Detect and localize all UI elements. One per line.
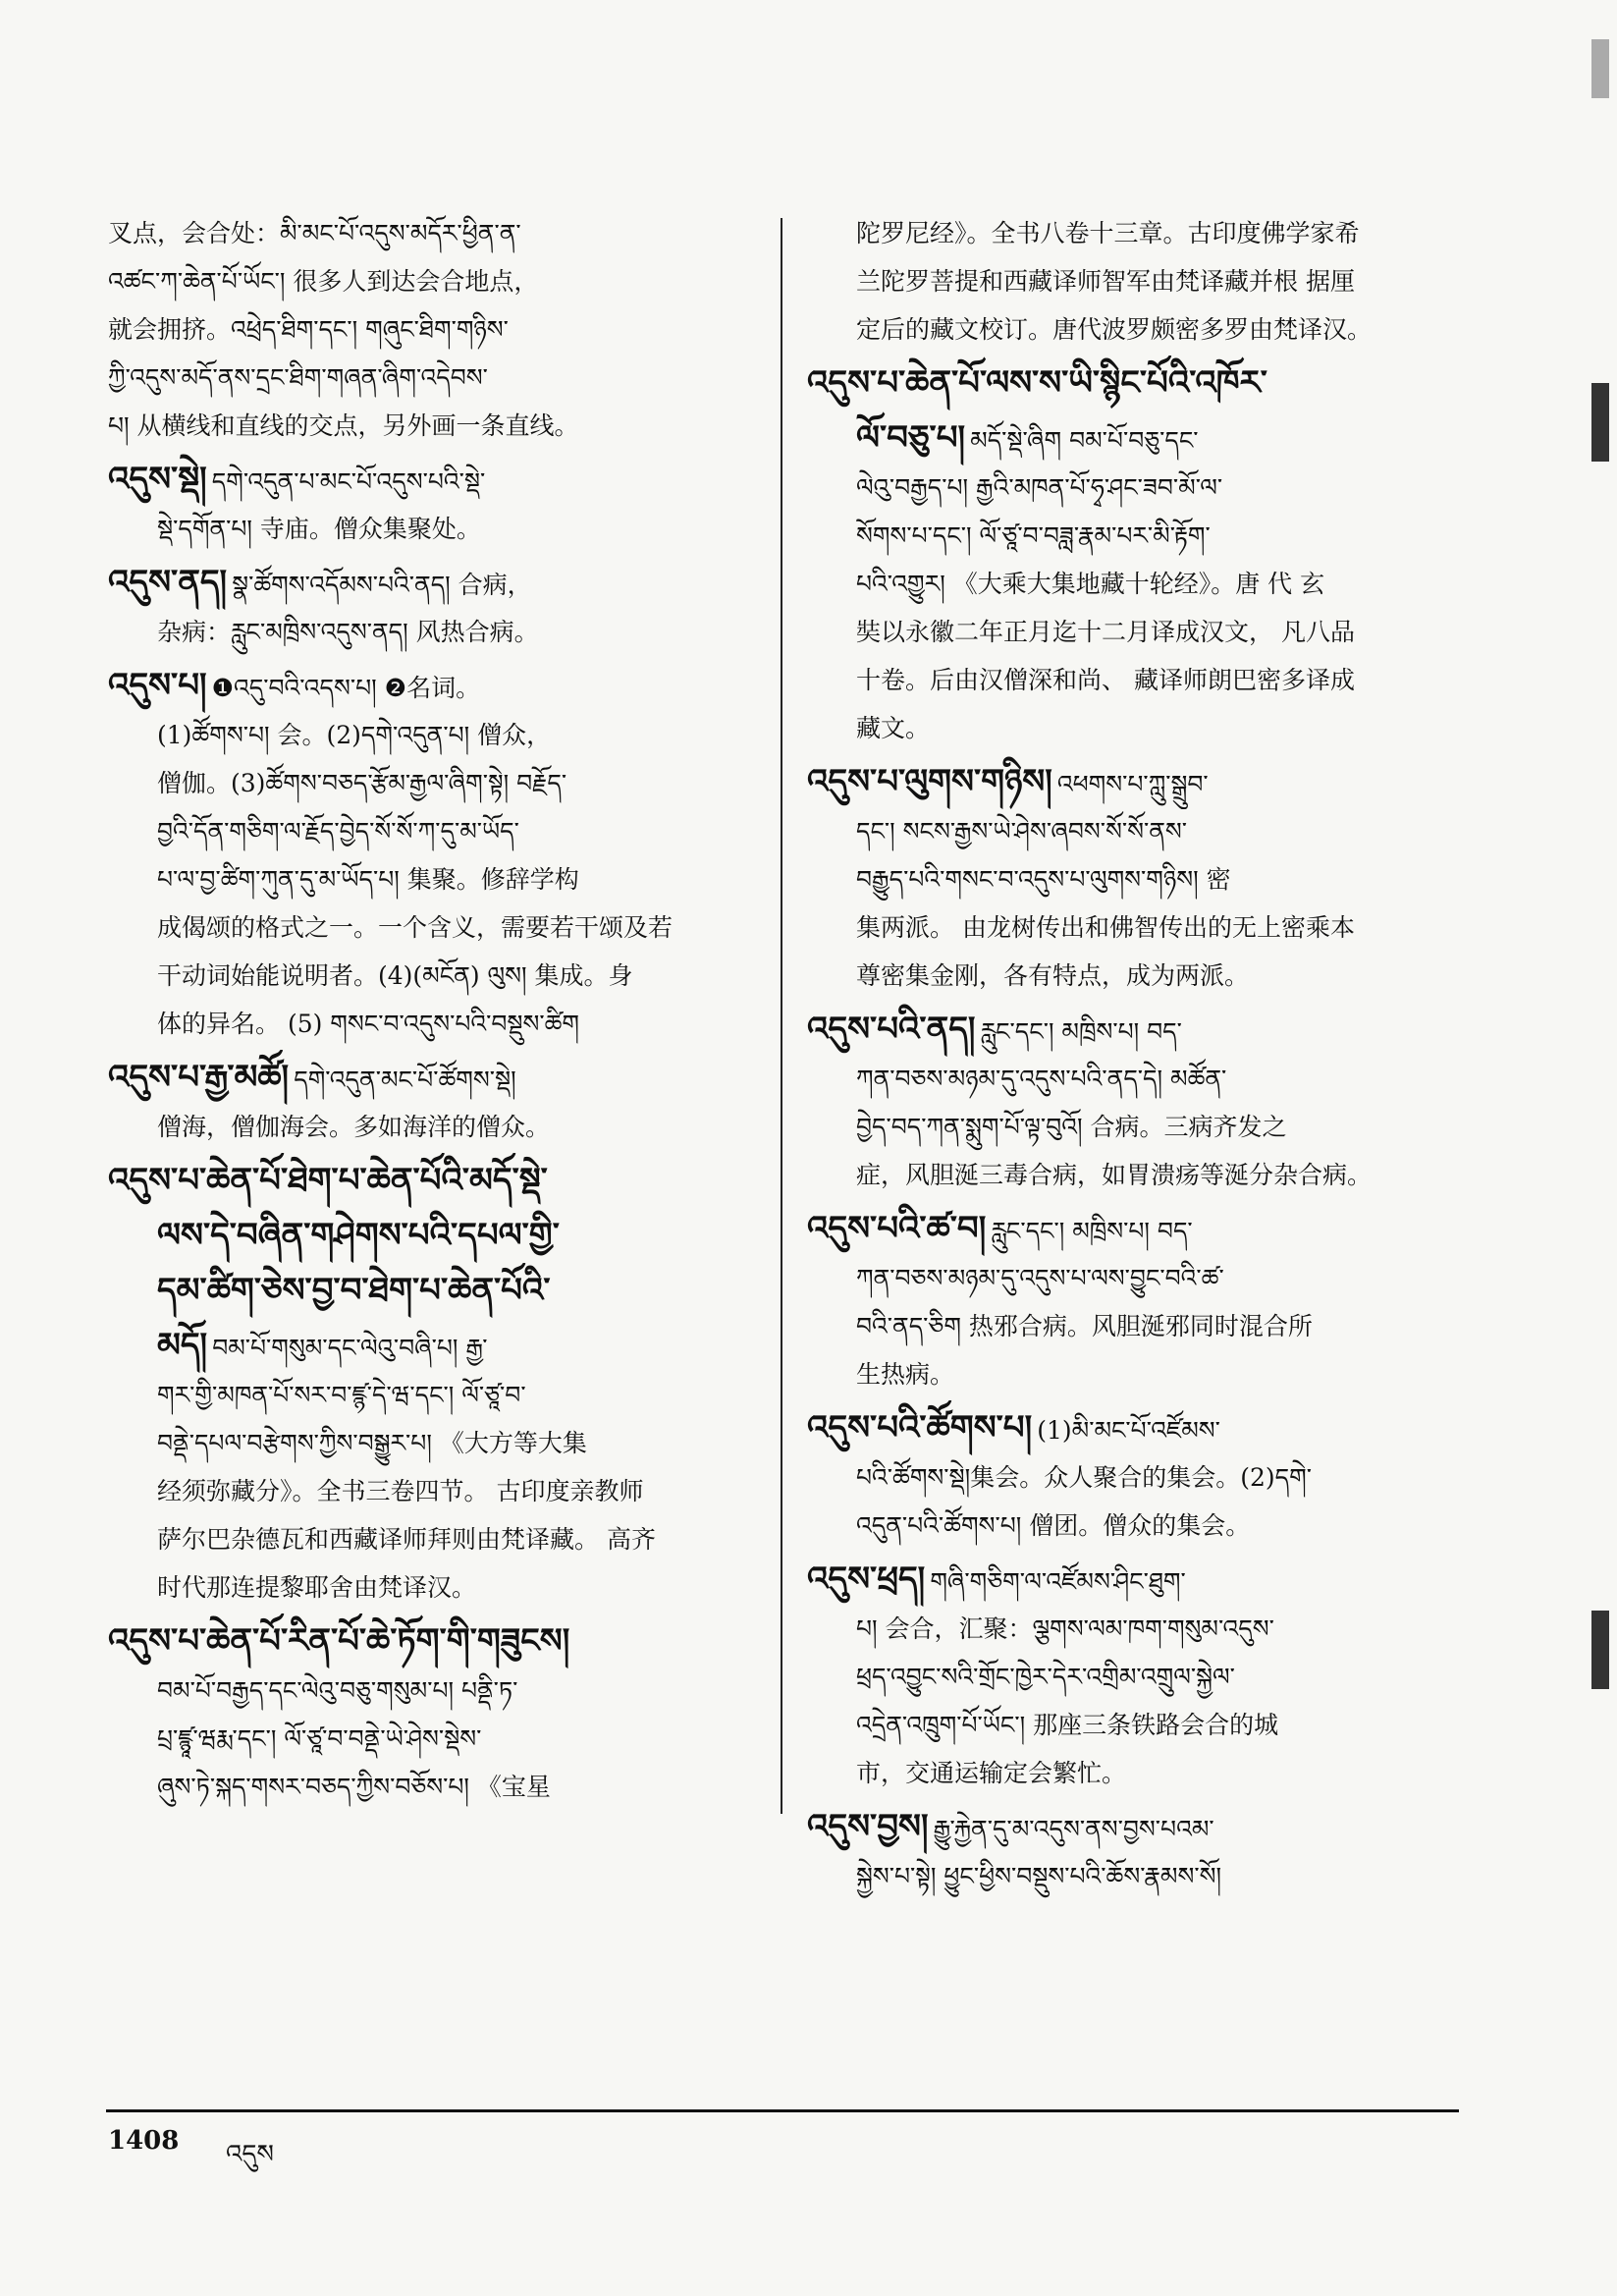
dictionary-line <box>807 754 1455 809</box>
definition-text: བརྒྱུད་པའི་གསང་བ་འདུས་པ་ལུགས་གཉིས། 密 <box>856 865 1231 894</box>
scan-edge-mark <box>1591 39 1609 98</box>
dictionary-line <box>108 404 761 452</box>
headword: འདུས་པ། <box>108 666 207 705</box>
definition-text: ཀྱི་འདུས་མདོ་ནས་དྲང་ཐིག་གཞན་ཞིག་འདེབས་ <box>108 363 488 392</box>
definition-text: 尊密集金刚，各有特点，成为两派。 <box>856 961 1250 990</box>
scan-edge-mark <box>1591 1611 1609 1689</box>
definition-text: 成偈颂的格式之一。一个含义，需要若干颂及若 <box>157 913 674 942</box>
dictionary-line <box>807 1400 1455 1455</box>
definition-text: 奘以永徽二年正月迄十二月译成汉文， 凡八品 <box>856 618 1355 646</box>
dictionary-line <box>807 259 1455 307</box>
running-head: འདུས <box>226 2140 274 2169</box>
definition-text: 僧伽。(3)ཚོགས་བཅད་རྩོམ་རྒྱལ་ཞིག་སྟེ། བརྗོད་ <box>157 769 567 797</box>
dictionary-line <box>807 355 1455 410</box>
dictionary-line <box>108 1050 761 1105</box>
definition-text: གཞི་གཅིག་ལ་འཛོམས་ཤིང་ཐུག་ <box>930 1567 1186 1596</box>
headword: ལས་དེ་བཞིན་གཤེགས་པའི་དཔལ་གྱི་ <box>157 1216 560 1255</box>
definition-text: དགེ་འདུན་མང་པོ་ཚོགས་སྡེ། <box>294 1066 516 1094</box>
headword: འདུས་པའི་ཚ་བ། <box>807 1209 987 1248</box>
definition-text: 兰陀罗菩提和西藏译师智军由梵译藏并根 据厘 <box>856 267 1355 296</box>
headword: འདུས་པའི་ནད། <box>807 1010 976 1049</box>
dictionary-line <box>108 954 761 1002</box>
dictionary-line <box>108 857 761 905</box>
dictionary-line <box>108 610 761 658</box>
definition-text: 时代那连提黎耶舍由梵译汉。 <box>157 1573 477 1602</box>
definition-text: ཀན་བཅས་མཉམ་དུ་འདུས་པའི་ནད་དེ། མཚོན་ <box>856 1065 1227 1093</box>
definition-text: ཕྲད་འབྱུང་སའི་གྲོང་ཁྱེར་དེར་འགྲིམ་འགྲུལ་སྐྱེལ་ <box>856 1663 1235 1691</box>
dictionary-line <box>807 954 1455 1002</box>
definition-text: 就会拥挤。འཕྲེད་ཐིག་དང་། གཞུང་ཐིག་གཉིས་ <box>108 315 509 344</box>
definition-text: འདུན་པའི་ཚོགས་པ། 僧团。僧众的集会。 <box>856 1511 1251 1540</box>
definition-text: 干动词始能说明者。(4)(མངོན) ལུས། 集成。身 <box>157 961 633 990</box>
dictionary-line <box>108 259 761 307</box>
headword: འདུས་པ་རྒྱ་མཚོ། <box>108 1058 290 1097</box>
definition-text: (1)མི་མང་པོ་འཛོམས་ <box>1037 1416 1220 1445</box>
definition-text: 经须弥藏分》。全书三卷四节。 古印度亲教师 <box>157 1477 644 1505</box>
headword: འདུས་ཕྲད། <box>807 1559 926 1599</box>
headword: འདུས་པ་ཆེན་པོ་ཐེག་པ་ཆེན་པོའི་མདོ་སྡེ་ <box>108 1161 548 1200</box>
dictionary-line <box>807 905 1455 954</box>
dictionary-line <box>807 610 1455 658</box>
headword: འདུས་ནད། <box>108 563 228 602</box>
dictionary-line <box>807 514 1455 562</box>
dictionary-line <box>807 857 1455 905</box>
definition-text: 杂病：རླུང་མཁྲིས་འདུས་ནད། 风热合病。 <box>157 618 539 646</box>
definition-text: 叉点，会合处：མི་མང་པོ་འདུས་མདོར་ཕྱིན་ན་ <box>108 219 521 247</box>
headword: འདུས་པ་ཆེན་པོ་ལས་ས་ཡི་སྙིང་པོའི་འཁོར་ <box>807 363 1267 403</box>
definition-text: འཚང་ཀ་ཆེན་པོ་ཡོང་། 很多人到达会合地点， <box>108 267 539 296</box>
definition-text: བམ་པོ་བརྒྱད་དང་ལེའུ་བཅུ་གསུམ་པ། པནྡི་ཏ་ <box>157 1676 518 1705</box>
definition-text: 生热病。 <box>856 1360 955 1389</box>
definition-text: (1)ཚོགས་པ། 会。(2)དགེ་འདུན་པ། 僧众， <box>157 721 552 749</box>
definition-text: བམ་པོ་གསུམ་དང་ལེའུ་བཞི་པ། རྒྱ་ <box>212 1334 488 1362</box>
definition-text: 萨尔巴杂德瓦和西藏译师拜则由梵译藏。 高齐 <box>157 1525 656 1554</box>
definition-text: རླུང་དང་། མཁྲིས་པ། བད་ <box>991 1217 1193 1245</box>
dictionary-line <box>108 1373 761 1421</box>
dictionary-line <box>807 1552 1455 1607</box>
dictionary-line <box>108 1613 761 1668</box>
dictionary-line <box>108 211 761 259</box>
definition-text: ❶འདུ་བའི་འདས་པ། ❷名词。 <box>211 674 481 702</box>
dictionary-line <box>108 307 761 355</box>
right-column <box>807 211 1455 1902</box>
column-divider <box>781 218 782 1814</box>
dictionary-line <box>108 1668 761 1717</box>
headword: འདུས་པའི་ཚོགས་པ། <box>807 1408 1033 1448</box>
definition-text: སྐྱེས་པ་སྟེ། ཕྱུང་ཕྱིས་བསྡུས་པའི་ཆོས་རྣམས་སོ། <box>856 1862 1221 1890</box>
definition-text: བནྡེ་དཔལ་བརྩེགས་ཀྱིས་བསྒྱུར་པ། 《大方等大集 <box>157 1429 587 1457</box>
dictionary-line <box>807 1455 1455 1503</box>
dictionary-line <box>108 1765 761 1813</box>
dictionary-line <box>807 307 1455 355</box>
dictionary-line <box>108 555 761 610</box>
dictionary-line <box>108 1153 761 1208</box>
headword: འདུས་པ་ཆེན་པོ་རིན་པོ་ཆེ་ཏོག་གི་གཟུངས། <box>108 1621 570 1661</box>
definition-text: པའི་འགྱུར། 《大乘大集地藏十轮经》。唐 代 玄 <box>856 570 1325 598</box>
dictionary-line <box>108 1105 761 1153</box>
headword: འདུས་སྡེ། <box>108 460 207 499</box>
definition-text: སོགས་པ་དང་། ལོ་ཙཱ་བ་བཟླ་རྣམ་པར་མི་རྟོག་ <box>856 521 1211 550</box>
dictionary-line <box>807 1703 1455 1751</box>
definition-text: གར་གྱི་མཁན་པོ་སར་བ་ཛྙ་དེ་ཝ་དང་། ལོ་ཙཱ་བ་ <box>157 1381 526 1409</box>
dictionary-line <box>807 1607 1455 1655</box>
definition-text: 体的异名。 (5) གསང་བ་འདུས་པའི་བསྡུས་ཚིག <box>157 1010 580 1038</box>
dictionary-line <box>807 658 1455 706</box>
definition-text: 定后的藏文校订。唐代波罗颇密多罗由梵译汉。 <box>856 315 1373 344</box>
dictionary-line <box>108 761 761 809</box>
definition-text: 藏文。 <box>856 714 931 742</box>
dictionary-line <box>807 809 1455 857</box>
definition-text: 市，交通运输定会繁忙。 <box>856 1759 1127 1787</box>
dictionary-line <box>108 713 761 761</box>
dictionary-line <box>807 1256 1455 1304</box>
dictionary-line <box>108 1517 761 1565</box>
dictionary-line <box>807 1799 1455 1854</box>
headword: འདུས་པ་ལུགས་གཉིས། <box>807 762 1052 801</box>
dictionary-line <box>807 1352 1455 1400</box>
definition-text: པ། 从横线和直线的交点，另外画一条直线。 <box>108 411 579 440</box>
definition-text: 十卷。后由汉僧深和尚、 藏译师朗巴密多译成 <box>856 666 1355 694</box>
scan-edge-mark <box>1591 383 1609 462</box>
definition-text: ཀན་བཅས་མཉམ་དུ་འདུས་པ་ལས་བྱུང་བའི་ཚ་ <box>856 1264 1224 1292</box>
dictionary-line <box>807 1002 1455 1057</box>
dictionary-line <box>108 1208 761 1263</box>
dictionary-line <box>108 905 761 954</box>
definition-text: སྡེ་དགོན་པ། 寺庙。僧众集聚处。 <box>157 515 481 543</box>
dictionary-line <box>807 211 1455 259</box>
headword: ལོ་བཅུ་པ། <box>856 418 966 458</box>
dictionary-line <box>108 1002 761 1050</box>
definition-text: 集两派。 由龙树传出和佛智传出的无上密乘本 <box>856 913 1355 942</box>
definition-text: མདོ་སྡེ་ཞིག བམ་པོ་བཅུ་དང་ <box>970 426 1199 455</box>
dictionary-line <box>108 809 761 857</box>
definition-text: པ། 会合，汇聚：ལྕགས་ལམ་ཁག་གསུམ་འདུས་ <box>856 1614 1274 1643</box>
definition-text: པའི་ཚོགས་སྡེ།集会。众人聚合的集会。(2)དགེ་ <box>856 1463 1312 1492</box>
dictionary-line <box>108 658 761 713</box>
definition-text: 僧海，僧伽海会。多如海洋的僧众。 <box>157 1113 551 1141</box>
footer-rule <box>106 2109 1459 2112</box>
dictionary-line <box>807 1503 1455 1552</box>
dictionary-line <box>108 1263 761 1318</box>
definition-text: བྱེད་བད་ཀན་སྨུག་པོ་ལྟ་བུའོ། 合病。三病齐发之 <box>856 1113 1287 1141</box>
dictionary-line <box>108 1421 761 1469</box>
definition-text: དགེ་འདུན་པ་མང་པོ་འདུས་པའི་སྡེ་ <box>211 467 486 496</box>
dictionary-line <box>807 1201 1455 1256</box>
definition-text: བའི་ནད་ཅིག 热邪合病。风胆涎邪同时混合所 <box>856 1312 1313 1340</box>
definition-text: འདྲེན་འཁྲུག་པོ་ཡོང་། 那座三条铁路会合的城 <box>856 1711 1279 1739</box>
definition-text: སྣ་ཚོགས་འདོམས་པའི་ནད། 合病， <box>232 571 532 599</box>
dictionary-line <box>807 465 1455 514</box>
headword: དམ་ཚིག་ཅེས་བྱ་བ་ཐེག་པ་ཆེན་པོའི་ <box>157 1271 551 1310</box>
definition-text: ཞུས་ཏེ་སྐད་གསར་བཅད་ཀྱིས་བཅོས་པ། 《宝星 <box>157 1773 551 1801</box>
dictionary-line <box>807 1751 1455 1799</box>
definition-text: རྒྱུ་རྐྱེན་དུ་མ་འདུས་ནས་བྱས་པའམ་ <box>933 1815 1214 1843</box>
dictionary-line <box>807 1304 1455 1352</box>
dictionary-line <box>807 1153 1455 1201</box>
definition-text: རླུང་དང་། མཁྲིས་པ། བད་ <box>980 1017 1182 1046</box>
dictionary-line <box>108 1717 761 1765</box>
dictionary-line <box>807 1854 1455 1902</box>
dictionary-line <box>108 507 761 555</box>
page-number: 1408 <box>108 2126 180 2156</box>
dictionary-line <box>807 562 1455 610</box>
definition-text: དང་། སངས་རྒྱས་ཡེ་ཤེས་ཞབས་སོ་སོ་ནས་ <box>856 817 1188 846</box>
left-column <box>108 211 761 1813</box>
dictionary-line <box>108 1565 761 1613</box>
dictionary-line <box>108 355 761 404</box>
definition-text: 陀罗尼经》。全书八卷十三章。古印度佛学家希 <box>856 219 1360 247</box>
headword: མདོ། <box>157 1326 208 1365</box>
dictionary-line <box>807 1655 1455 1703</box>
dictionary-line <box>108 452 761 507</box>
dictionary-line <box>807 706 1455 754</box>
dictionary-line <box>108 1318 761 1373</box>
dictionary-line <box>108 1469 761 1517</box>
dictionary-line <box>807 1057 1455 1105</box>
definition-text: བྱའི་དོན་གཅིག་ལ་རྗོད་བྱེད་སོ་སོ་ཀ་དུ་མ་ཡོད་ <box>157 817 519 846</box>
dictionary-line <box>807 410 1455 465</box>
headword: འདུས་བྱས། <box>807 1807 929 1846</box>
dictionary-line <box>807 1105 1455 1153</box>
definition-text: 症，风胆涎三毒合病，如胃溃疡等涎分杂合病。 <box>856 1161 1373 1189</box>
definition-text: འཕགས་པ་ཀླུ་སྒྲུབ་ <box>1056 770 1209 798</box>
definition-text: པ་ལ་བྱ་ཚིག་ཀུན་དུ་མ་ཡོད་པ། 集聚。修辞学构 <box>157 865 579 894</box>
definition-text: ལེའུ་བརྒྱད་པ། རྒྱའི་མཁན་པོ་ཧྭ་ཤང་ཟབ་མོ་ལ་ <box>856 473 1223 502</box>
definition-text: པྲ་ཛྙཱ་ཝརྨ་དང་། ལོ་ཙཱ་བ་བནྡེ་ཡེ་ཤེས་སྡེས་ <box>157 1724 482 1753</box>
